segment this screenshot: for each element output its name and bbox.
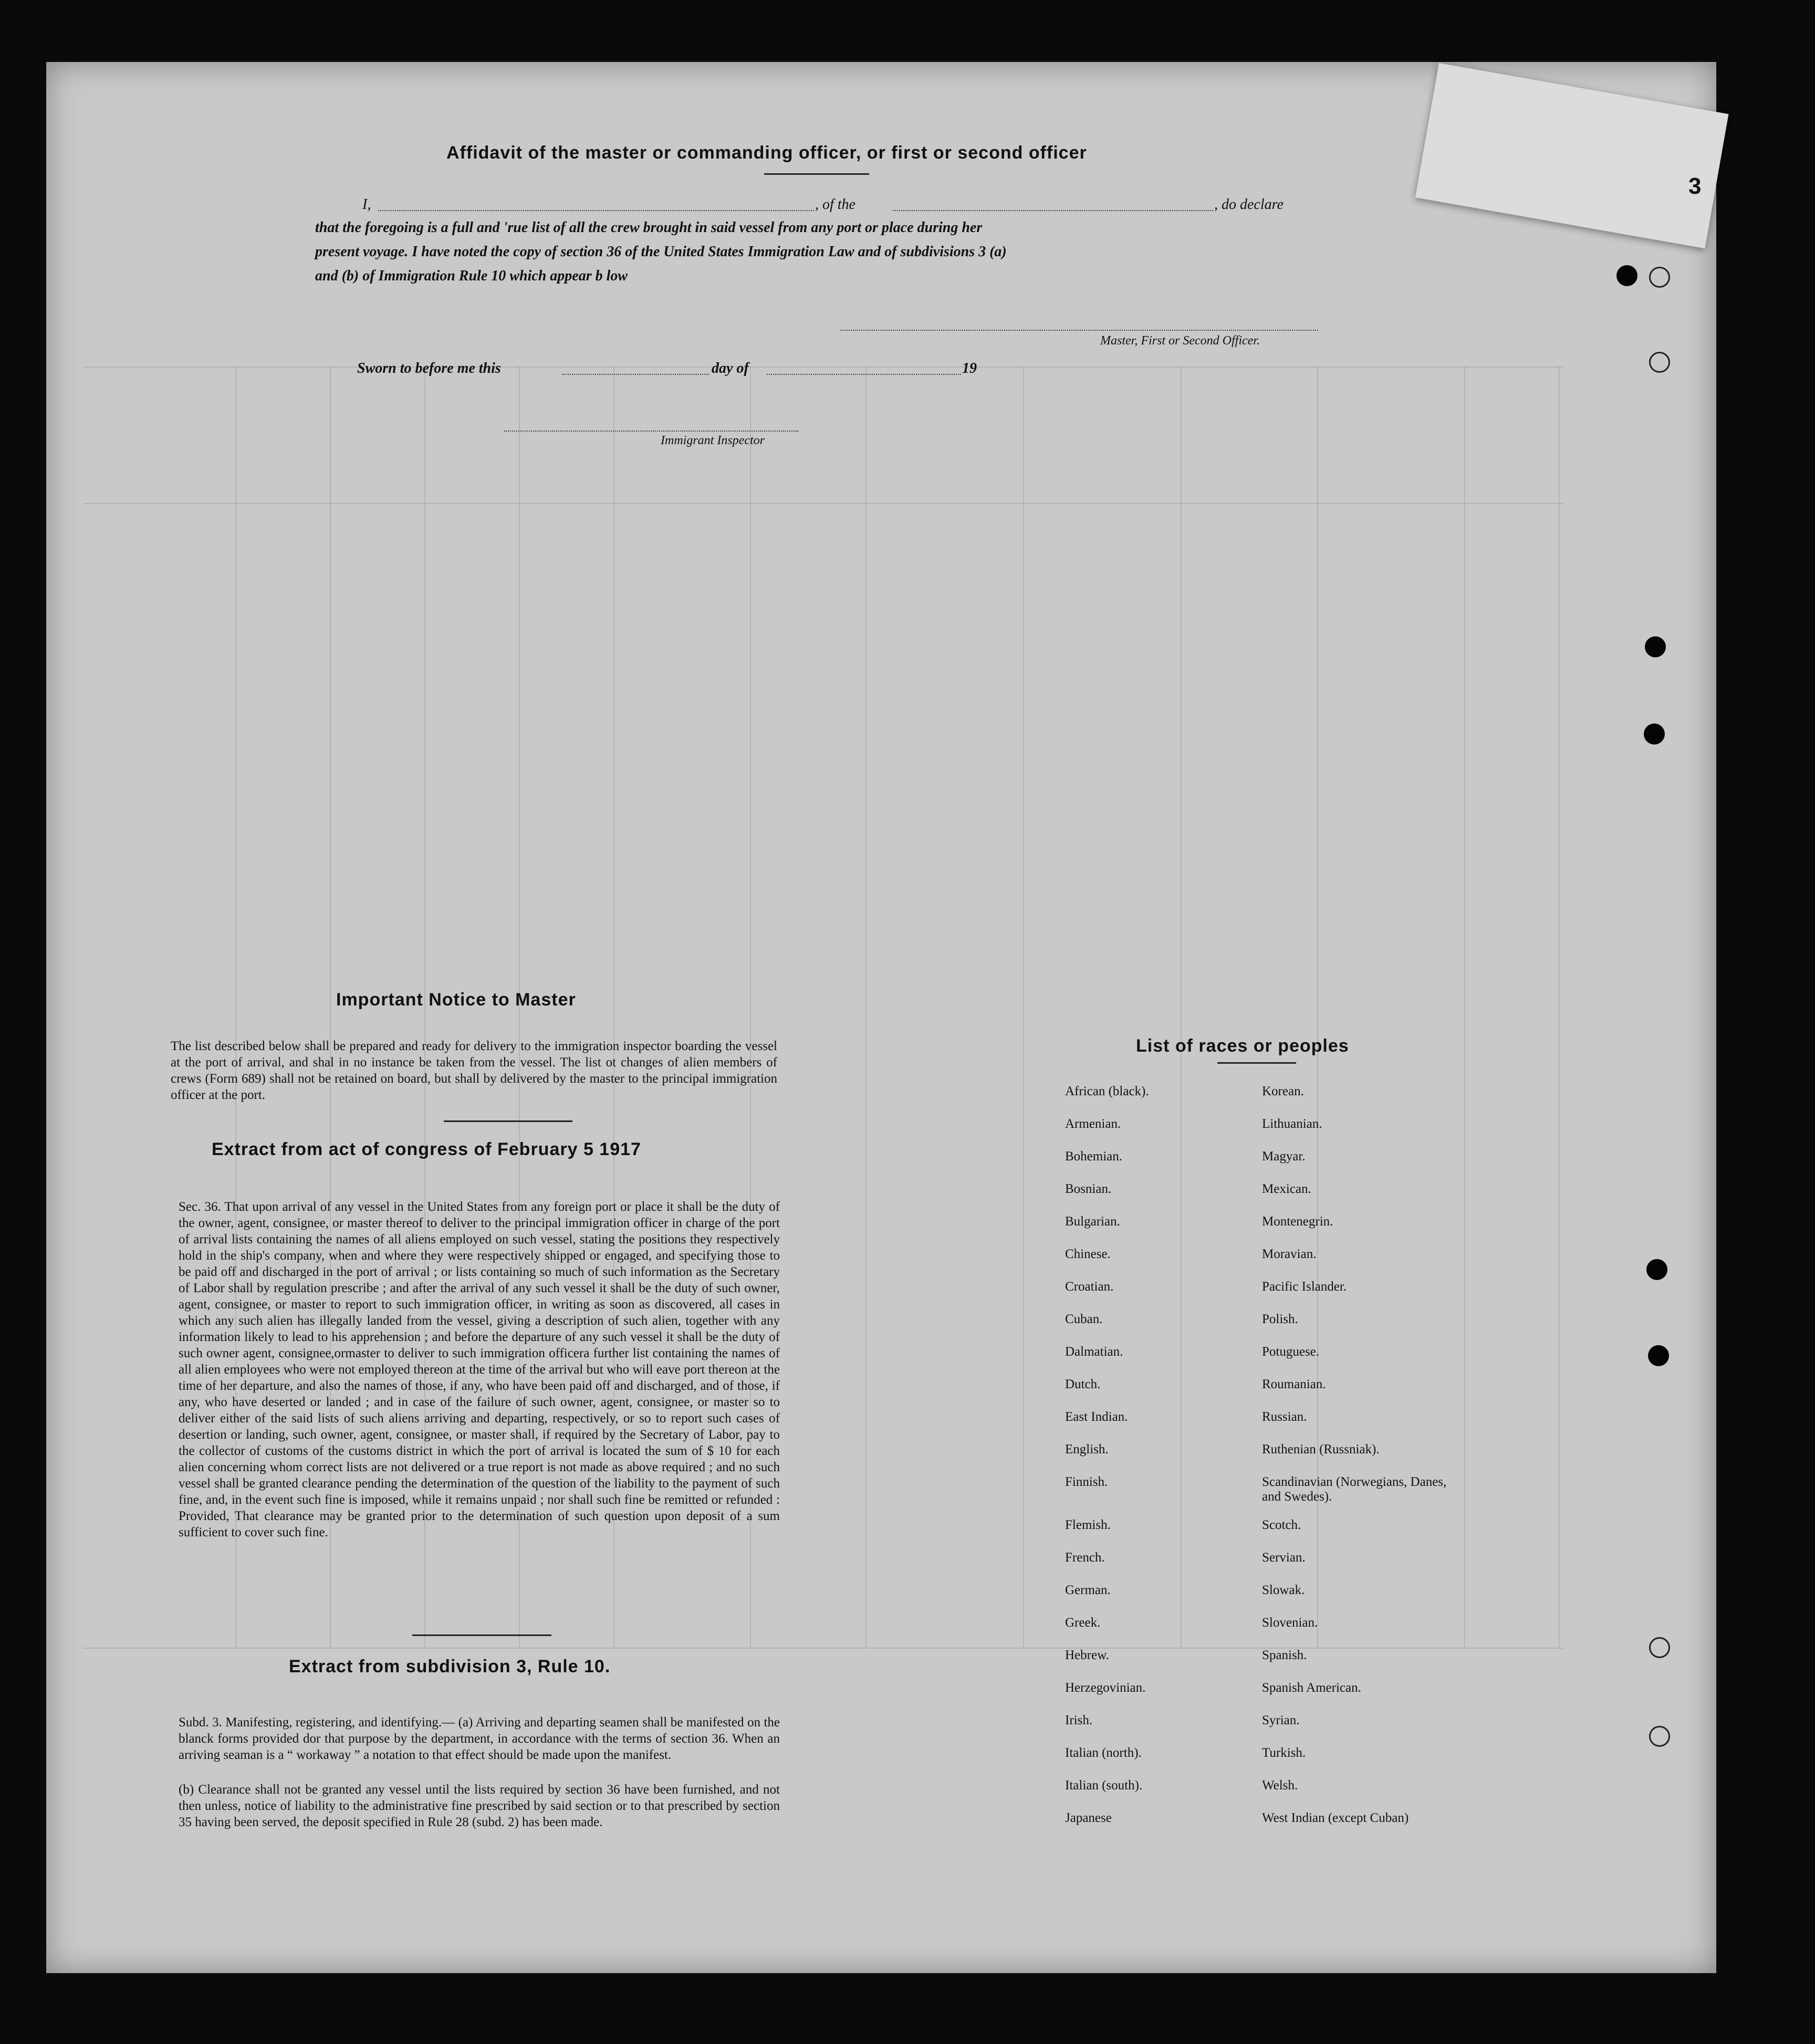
race-left-item: German.	[1065, 1583, 1111, 1597]
affidavit-line1-end: , do declare	[1214, 196, 1284, 213]
grid-line	[1023, 366, 1024, 1648]
binder-hole-icon	[1649, 352, 1670, 373]
grid-line	[1181, 366, 1182, 1648]
grid-line	[83, 503, 1564, 504]
vessel-blank	[893, 210, 1213, 211]
race-right-item: Ruthenian (Russniak).	[1262, 1442, 1380, 1456]
grid-line	[865, 366, 867, 1648]
act-text: Sec. 36. That upon arrival of any vessel in the United States from any foreign port or place it shall be the duty of the owner, agent, consignee, or master thereof to deliver to the principal immigration officer in charge of the port of arrival lists containing the names of all aliens employed on such vessel, stating the positions they respectively hold in the ship's company, when and where they were respectively shipped or engaged, and specifying those to be paid off and discharged in the port of arrival ; or lists containing so much of such information as the Secretary of Labor shall by regulation prescribe ; and after the arrival of any such vessel it shall be the duty of such owner, agent, consignee, or master to report to such immigration officer, in writing as soon as discovered, all cases in which any such alien has illegally landed from the vessel, giving a description of such alien, together with any information likely to lead to his apprehension ; and before the departure of any such vessel it shall be the duty of such owner agent, consignee,ormaster to deliver to such immigration officera further list containing the names of all alien employees who were not employed thereon at the time of the arrival but who will eave port thereon at the time of her departure, and also the names of those, if any, who have been paid off and discharged, and of those, if any, who have deserted or landed ; and in case of the failure of such owner, agent, consignee, or master so to deliver either of the said lists of such aliens arriving and departing, respectively, or so to report such cases of desertion or landing, such owner, agent, consignee, or master shall, if required by the Secretary of Labor, pay to the collector of customs of the customs district in which the port of arrival is located the sum of $ 10 for each alien concerning whom correct lists are not delivered or a true report is not made as above required ; and no such vessel shall be granted clearance pending the determination of the question of the liability to the payment of such fine, and, in the event such fine is imposed, while it remains unpaid ; nor shall such fine be remitted or refunded : Provided, That clearance may be granted prior to the determination of such question upon deposit of a sum sufficient to cover such fine.	[179, 1200, 780, 1539]
race-right-item: Slovenian.	[1262, 1616, 1318, 1630]
race-right-item: Syrian.	[1262, 1713, 1300, 1727]
affidavit-line1-start: I,	[362, 196, 371, 213]
race-left-item: Bohemian.	[1065, 1149, 1123, 1163]
race-right-item: Slowak.	[1262, 1583, 1305, 1597]
race-right-item: West Indian (except Cuban)	[1262, 1811, 1409, 1825]
signature-blank	[840, 330, 1318, 331]
affidavit-line4: and (b) of Immigration Rule 10 which appear b low	[315, 268, 628, 284]
race-right-item: Mexican.	[1262, 1182, 1311, 1196]
race-right-item: Magyar.	[1262, 1149, 1306, 1163]
race-right-item: Moravian.	[1262, 1247, 1317, 1261]
race-right-item: Servian.	[1262, 1550, 1306, 1565]
races-heading: List of races or peoples	[1136, 1036, 1349, 1056]
affidavit-line3: present voyage. I have noted the copy of section 36 of the United States Immigration Law and of subdivisions 3 (a)	[315, 244, 1007, 260]
race-right-item: Russian.	[1262, 1410, 1307, 1424]
race-right-item: Spanish.	[1262, 1648, 1307, 1662]
signature-label: Master, First or Second Officer.	[1100, 334, 1260, 348]
race-right-item: Spanish American.	[1262, 1681, 1361, 1695]
sworn-year-label: 19	[962, 360, 977, 376]
race-left-item: Bulgarian.	[1065, 1214, 1120, 1229]
races-heading-underline	[1217, 1062, 1296, 1064]
race-left-item: Cuban.	[1065, 1312, 1103, 1326]
race-right-item: Scandinavian (Norwegians, Danes, and Swedes).	[1262, 1475, 1447, 1504]
race-right-item: Welsh.	[1262, 1778, 1298, 1793]
section-divider	[444, 1120, 572, 1122]
race-left-item: Flemish.	[1065, 1518, 1111, 1532]
sworn-statement: Sworn to before me this	[357, 360, 501, 376]
race-left-item: Greek.	[1065, 1616, 1101, 1630]
races-left-list	[1065, 1084, 1149, 1843]
manifest-page	[46, 62, 1716, 1973]
margin-mark: 3	[1688, 173, 1702, 199]
binder-hole-icon	[1648, 1345, 1669, 1366]
race-left-item: Italian (north).	[1065, 1746, 1142, 1760]
inspector-label: Immigrant Inspector	[661, 434, 765, 447]
race-left-item: Finnish.	[1065, 1475, 1108, 1489]
binder-hole-icon	[1644, 724, 1665, 745]
section-divider	[412, 1634, 551, 1636]
affidavit-line2: that the foregoing is a full and 'rue list of all the crew brought in said vessel from any port or place during her	[315, 219, 983, 236]
race-right-item: Polish.	[1262, 1312, 1298, 1326]
race-right-item: Korean.	[1262, 1084, 1304, 1098]
race-left-item: Irish.	[1065, 1713, 1093, 1727]
race-right-item: Scotch.	[1262, 1518, 1301, 1532]
sworn-day-label: day of	[712, 360, 749, 376]
binder-hole-icon	[1645, 636, 1666, 657]
binder-hole-icon	[1649, 267, 1670, 288]
race-right-item: Pacific Islander.	[1262, 1280, 1347, 1294]
race-left-item: Hebrew.	[1065, 1648, 1109, 1662]
binder-hole-icon	[1649, 1637, 1670, 1658]
races-right-list	[1262, 1084, 1451, 1843]
sworn-day-blank	[562, 374, 709, 375]
race-left-item: Dutch.	[1065, 1377, 1101, 1391]
race-left-item: African (black).	[1065, 1084, 1149, 1098]
act-heading: Extract from act of congress of February 5 1917	[212, 1139, 641, 1159]
race-left-item: French.	[1065, 1550, 1105, 1565]
race-right-item: Roumanian.	[1262, 1377, 1326, 1391]
race-right-item: Montenegrin.	[1262, 1214, 1333, 1229]
race-left-item: Herzegovinian.	[1065, 1681, 1146, 1695]
affidavit-line1-mid: , of the	[815, 196, 856, 213]
affidavit-heading: Affidavit of the master or commanding officer, or first or second officer	[446, 143, 1087, 163]
name-blank	[378, 210, 814, 211]
grid-line	[1559, 366, 1560, 1648]
race-left-item: East Indian.	[1065, 1410, 1128, 1424]
rule-para-b: (b) Clearance shall not be granted any vessel until the lists required by section 36 have been furnished, and not then unless, notice of liability to the administrative fine prescribed by said section or to that prescribed by section 35 having been served, the deposit specified in Rule 28 (subd. 2) has been made.	[179, 1783, 780, 1829]
race-left-item: Armenian.	[1065, 1117, 1121, 1131]
sworn-month-blank	[767, 374, 961, 375]
race-left-item: Japanese	[1065, 1811, 1112, 1825]
race-left-item: Dalmatian.	[1065, 1345, 1123, 1359]
rule-heading: Extract from subdivision 3, Rule 10.	[289, 1657, 611, 1676]
race-left-item: Croatian.	[1065, 1280, 1114, 1294]
race-left-item: Chinese.	[1065, 1247, 1111, 1261]
rule-para-a: Subd. 3. Manifesting, registering, and identifying.— (a) Arriving and departing seamen shall be manifested on the blanck forms provided dor that purpose by the department, in accordance with the terms of section 36. When an arriving seaman is a “ workaway ” a notation to that effect should be made upon the manifest.	[179, 1715, 780, 1762]
race-left-item: English.	[1065, 1442, 1109, 1456]
race-right-item: Lithuanian.	[1262, 1117, 1322, 1131]
race-right-item: Potuguese.	[1262, 1345, 1320, 1359]
binder-hole-icon	[1646, 1259, 1667, 1280]
race-left-item: Bosnian.	[1065, 1182, 1112, 1196]
binder-hole-icon	[1616, 265, 1637, 286]
grid-line	[83, 366, 1564, 368]
heading-underline	[764, 173, 869, 175]
race-left-item: Italian (south).	[1065, 1778, 1143, 1793]
inspector-blank	[504, 431, 798, 432]
race-right-item: Turkish.	[1262, 1746, 1306, 1760]
notice-text: The list described below shall be prepared and ready for delivery to the immigration inspector boarding the vessel at the port of arrival, and shal in no instance be taken from the vessel. The list ot changes of alien members of crews (Form 689) shall not be retained on board, but shall by delivered by the master to the principal immigration officer at the port.	[171, 1039, 777, 1102]
grid-line	[1464, 366, 1465, 1648]
binder-hole-icon	[1649, 1726, 1670, 1747]
notice-heading: Important Notice to Master	[336, 990, 576, 1010]
